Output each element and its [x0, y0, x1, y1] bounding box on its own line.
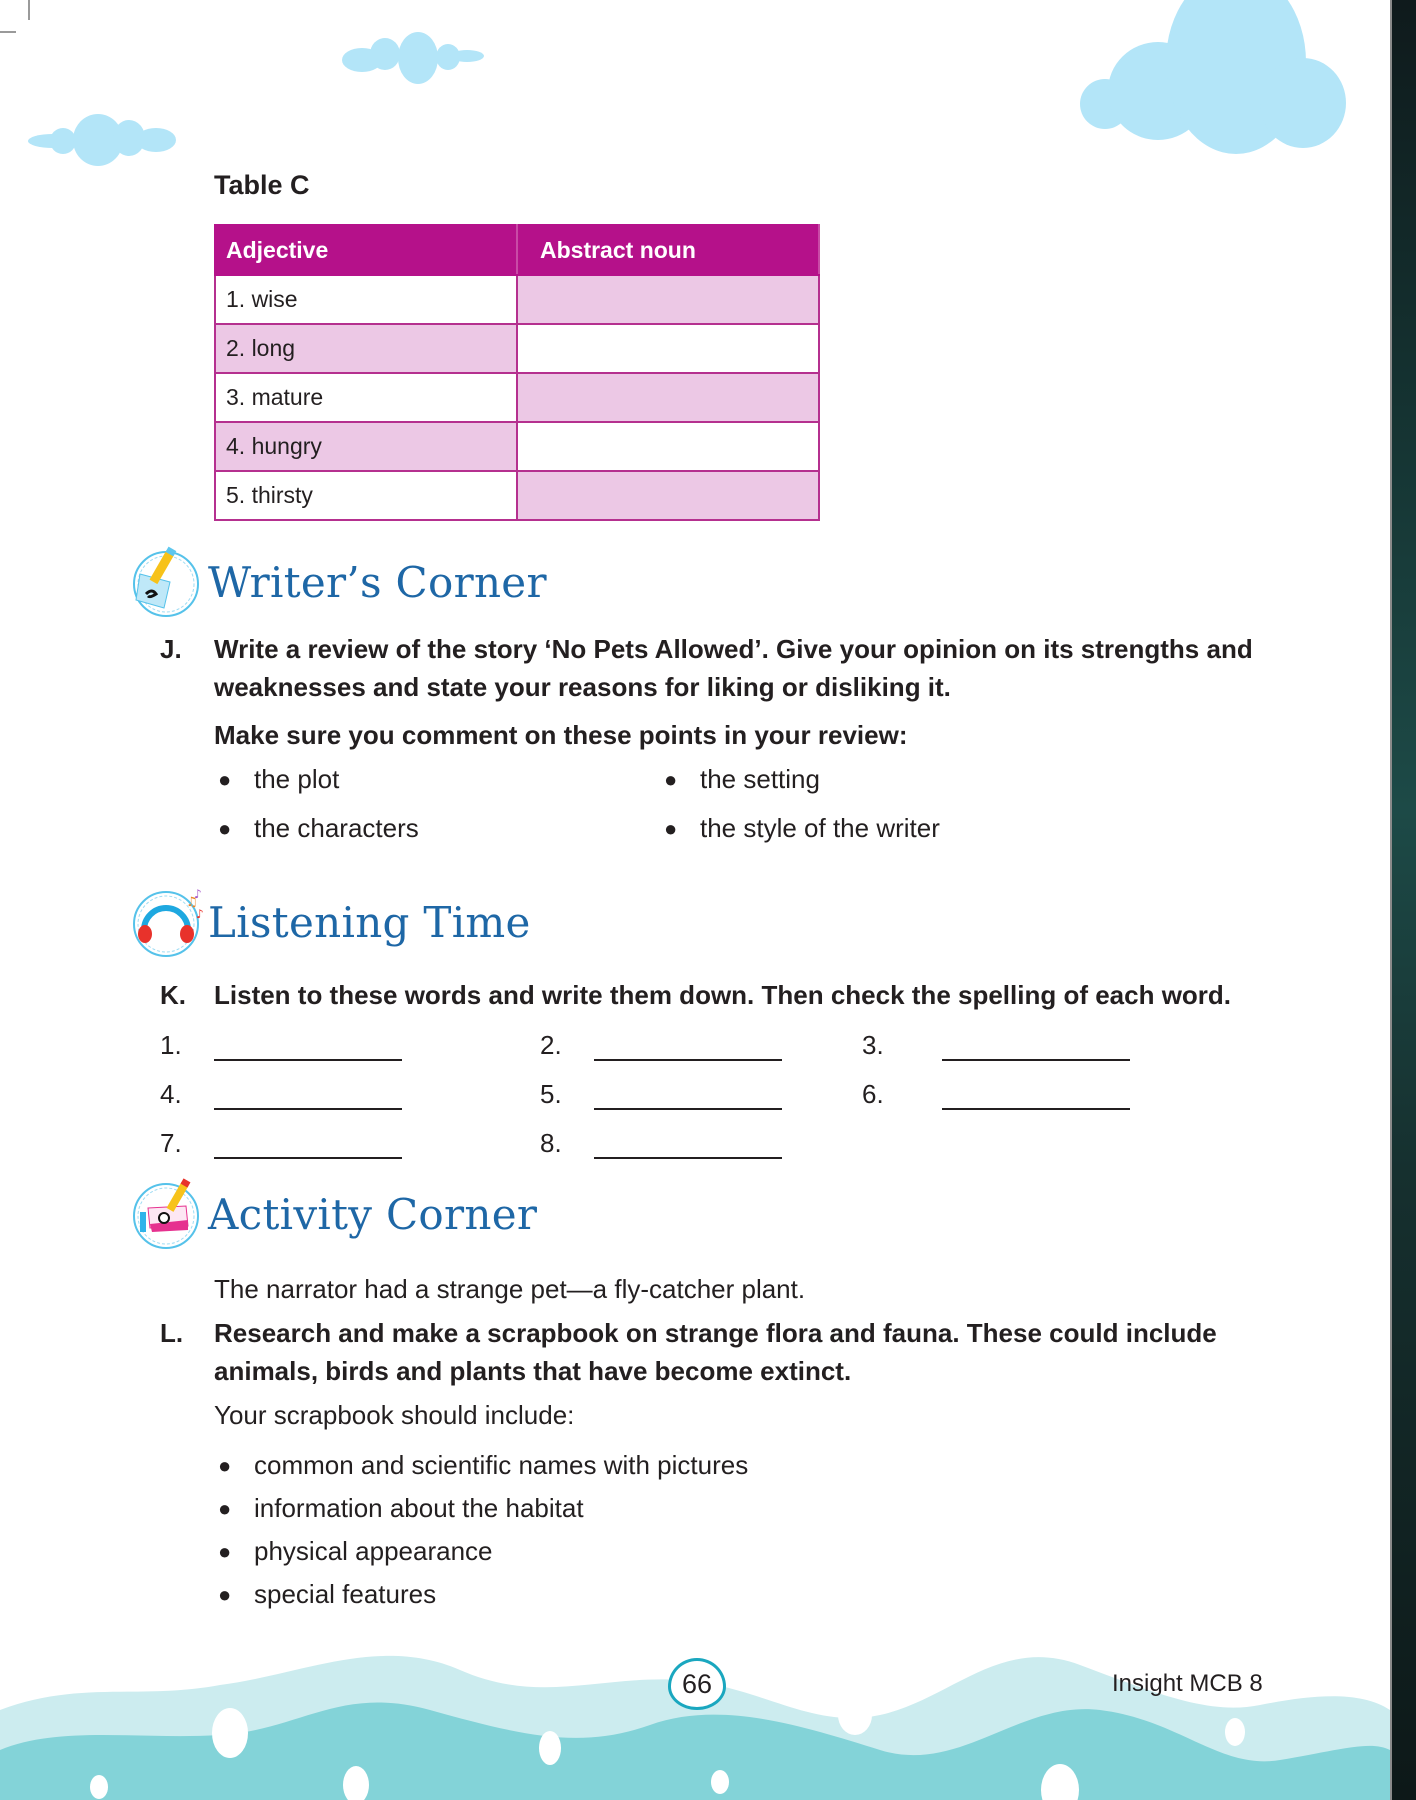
answer-cell[interactable]	[517, 373, 819, 422]
instruction-text: Make sure you comment on these points in your review:	[214, 720, 908, 750]
list-intro: Your scrapbook should include:	[214, 1400, 575, 1430]
answer-blank[interactable]	[540, 1128, 782, 1159]
crop-mark	[28, 0, 30, 20]
item-text: information about the habitat	[254, 1493, 584, 1523]
pencil-notebook-icon	[130, 544, 206, 620]
list-item	[214, 1579, 436, 1610]
section-title: Activity Corner	[208, 1189, 538, 1239]
book-title: Insight MCB 8	[1112, 1670, 1263, 1697]
table-row	[215, 324, 819, 373]
list-item	[214, 1536, 493, 1567]
writers-corner-heading	[130, 544, 547, 620]
blank-number: 4.	[160, 1079, 182, 1109]
table-row	[215, 373, 819, 422]
column-header-adjective: Adjective	[215, 225, 517, 275]
adjective-cell: 3. mature	[215, 373, 517, 422]
answer-blank[interactable]	[160, 1128, 402, 1159]
answer-blank[interactable]	[540, 1079, 782, 1110]
cloud-decoration	[340, 30, 485, 88]
item-text: common and scientific names with pictures	[254, 1450, 749, 1480]
blank-number: 8.	[540, 1128, 562, 1158]
point-text: the plot	[254, 764, 340, 794]
question-l	[160, 1314, 1270, 1390]
answer-blank[interactable]	[862, 1030, 1130, 1061]
adjective-cell: 5. thirsty	[215, 471, 517, 520]
bullet-icon: ●	[218, 1581, 232, 1607]
list-item	[214, 1493, 584, 1524]
svg-text:♫: ♫	[186, 895, 198, 910]
answer-blank[interactable]	[862, 1079, 1130, 1110]
table-row	[215, 275, 819, 324]
answer-cell[interactable]	[517, 324, 819, 373]
list-item	[214, 1450, 748, 1481]
question-label: L.	[160, 1318, 184, 1348]
table-row	[215, 422, 819, 471]
page-number-badge	[668, 1658, 726, 1710]
point-text: the setting	[700, 764, 820, 794]
item-text: physical appearance	[254, 1536, 493, 1566]
question-text: Listen to these words and write them down. Then check the spelling of each word.	[214, 980, 1232, 1010]
item-text: special features	[254, 1579, 437, 1609]
adjective-cell: 4. hungry	[215, 422, 517, 471]
question-text: Write a review of the story ‘No Pets Allowed’. Give your opinion on its strengths and weaknesses and state your reasons for liking or disliking it.	[214, 634, 1253, 702]
blank-line[interactable]	[942, 1033, 1130, 1061]
cloud-decoration	[28, 112, 178, 168]
answer-blank[interactable]	[160, 1079, 402, 1110]
blank-number: 2.	[540, 1030, 562, 1060]
adjective-cell: 2. long	[215, 324, 517, 373]
column-header-abstract-noun: Abstract noun	[517, 225, 819, 275]
pencil-card-icon	[130, 1176, 206, 1252]
section-title: Writer’s Corner	[208, 557, 547, 607]
svg-text:♪: ♪	[196, 907, 204, 921]
section-title: Listening Time	[208, 897, 531, 947]
bullet-icon: ●	[664, 815, 678, 841]
listening-time-heading	[130, 884, 531, 960]
bullet-icon: ●	[218, 815, 232, 841]
answer-blank[interactable]	[160, 1030, 402, 1061]
page-number: 66	[681, 1668, 713, 1699]
blank-number: 3.	[862, 1030, 884, 1060]
adjective-cell: 1. wise	[215, 275, 517, 324]
blank-line[interactable]	[214, 1082, 402, 1110]
answer-cell[interactable]	[517, 471, 819, 520]
bullet-icon: ●	[218, 1452, 232, 1478]
bullet-icon: ●	[218, 1495, 232, 1521]
blank-line[interactable]	[214, 1131, 402, 1159]
question-label: J.	[160, 634, 182, 664]
answer-cell[interactable]	[517, 275, 819, 324]
point-text: the style of the writer	[700, 813, 940, 843]
blank-line[interactable]	[594, 1033, 782, 1061]
list-item	[660, 813, 940, 844]
table-row	[215, 471, 819, 520]
table-title: Table C	[214, 170, 310, 200]
cloud-decoration	[1080, 0, 1350, 155]
blank-number: 6.	[862, 1079, 884, 1109]
list-item	[214, 813, 419, 844]
question-k	[160, 976, 1270, 1014]
bullet-icon: ●	[218, 1538, 232, 1564]
list-item	[660, 764, 820, 795]
answer-blank[interactable]	[540, 1030, 782, 1061]
blank-line[interactable]	[594, 1082, 782, 1110]
blank-number: 5.	[540, 1079, 562, 1109]
adjacent-page-edge	[1390, 0, 1416, 1800]
blank-line[interactable]	[214, 1033, 402, 1061]
headphones-music-icon	[130, 884, 206, 960]
blank-number: 1.	[160, 1030, 182, 1060]
intro-text: The narrator had a strange pet—a fly-catcher plant.	[214, 1274, 806, 1304]
question-label: K.	[160, 980, 186, 1010]
crop-mark	[0, 31, 16, 33]
adjective-noun-table	[214, 224, 820, 521]
bullet-icon: ●	[664, 766, 678, 792]
activity-corner-heading	[130, 1176, 537, 1252]
bullet-icon: ●	[218, 766, 232, 792]
question-j	[160, 630, 1270, 706]
blank-line[interactable]	[942, 1082, 1130, 1110]
svg-text:♪: ♪	[194, 887, 202, 901]
blank-number: 7.	[160, 1128, 182, 1158]
list-item	[214, 764, 339, 795]
point-text: the characters	[254, 813, 419, 843]
answer-cell[interactable]	[517, 422, 819, 471]
question-text: Research and make a scrapbook on strange flora and fauna. These could include animals, birds and plants that have become extinct.	[214, 1318, 1217, 1386]
blank-line[interactable]	[594, 1131, 782, 1159]
